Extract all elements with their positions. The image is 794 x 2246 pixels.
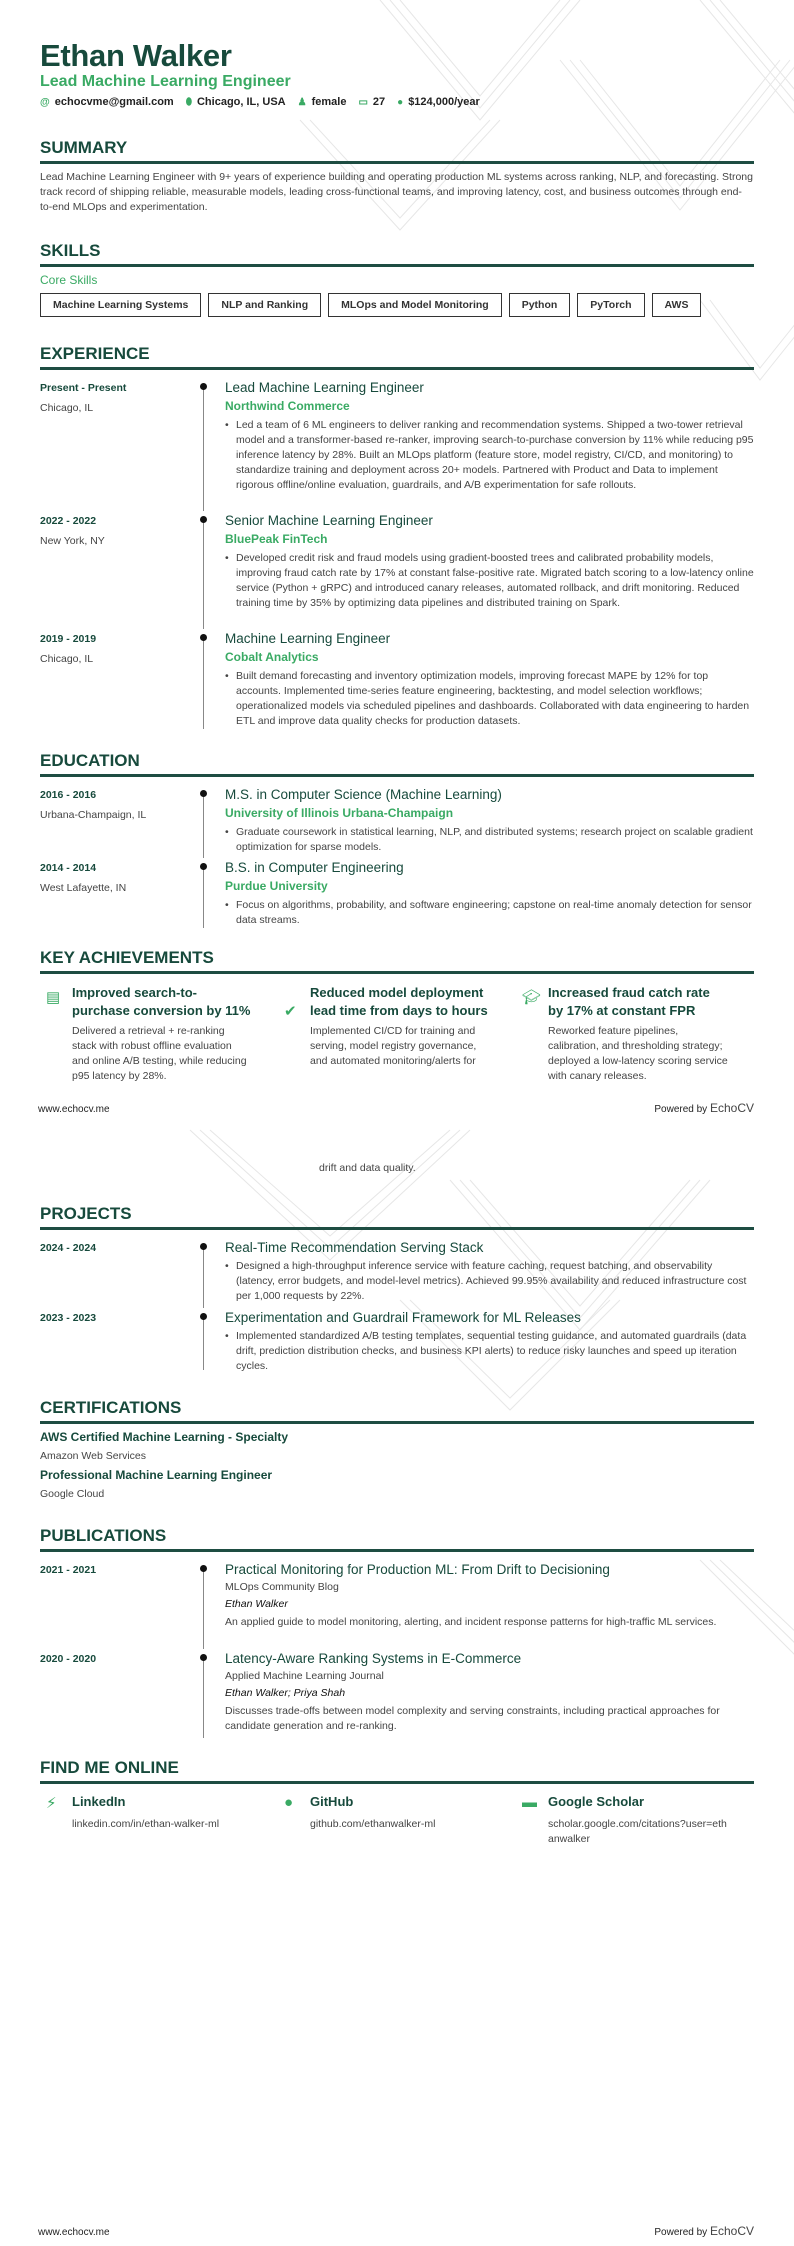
achievement-title: Increased fraud catch rate by 17% at constant FPR bbox=[548, 985, 710, 1018]
achievement-text-continued: drift and data quality. bbox=[319, 1162, 416, 1174]
contact-info bbox=[40, 96, 480, 108]
github-icon: ● bbox=[284, 1794, 294, 1811]
skill-chip: Python bbox=[509, 293, 571, 317]
section-heading: EDUCATION bbox=[40, 751, 754, 777]
online-link-github[interactable]: ● GitHub github.com/ethanwalker-ml bbox=[278, 1794, 516, 1847]
footer-site-link[interactable]: www.echocv.me bbox=[38, 2227, 110, 2238]
entry-bullet: • Developed credit risk and fraud models using gradient-boosted trees and calibrated probability models, improving fraud catch rate by 17% at constant false-positive rate. Migrated batch scoring to a low-latency online service (Python + gRPC) and introduced canary releases, automated rollback, and drift monitoring. Reduced training time by 35% by optimizing data pipelines and distributed training on Spark. bbox=[225, 551, 754, 611]
education-entry bbox=[40, 860, 754, 930]
timeline-dot bbox=[200, 634, 207, 641]
timeline-dot bbox=[200, 1654, 207, 1661]
skill-chip: PyTorch bbox=[577, 293, 644, 317]
entry-bullet: • Focus on algorithms, probability, and software engineering; capstone on real-time anomaly detection for sensor data streams. bbox=[225, 898, 754, 928]
entry-date: 2021 - 2021 bbox=[40, 1564, 97, 1576]
experience-section bbox=[40, 344, 754, 731]
achievement-item bbox=[278, 984, 516, 1084]
entry-company: BluePeak FinTech bbox=[225, 532, 328, 546]
publication-venue: MLOps Community Blog bbox=[225, 1581, 339, 1593]
entry-bullet: • Graduate coursework in statistical learning, NLP, and distributed systems; research project on scalable gradient optimization for sparse models. bbox=[225, 825, 754, 855]
achievements-section bbox=[40, 948, 754, 1084]
section-heading: EXPERIENCE bbox=[40, 344, 754, 370]
entry-school: University of Illinois Urbana-Champaign bbox=[225, 806, 454, 820]
section-heading: PROJECTS bbox=[40, 1204, 754, 1230]
achievement-text: Delivered a retrieval + re-ranking stack with robust offline evaluation and online A/B testing, while reducing p95 latency by 28%. bbox=[72, 1025, 247, 1082]
achievement-item bbox=[40, 984, 278, 1084]
online-link-google-scholar[interactable]: ▬ Google Scholar scholar.google.com/citations?user=ethanwalker bbox=[522, 1794, 727, 1845]
calendar-icon: ▭ bbox=[358, 97, 368, 108]
check-circle-icon: ✔ bbox=[284, 1003, 297, 1020]
timeline-line bbox=[203, 1655, 204, 1738]
publication-authors: Ethan Walker bbox=[225, 1598, 288, 1610]
clipboard-icon: ▤ bbox=[46, 989, 61, 1006]
contact-gender: ♟ female bbox=[297, 96, 347, 108]
location-pin-icon: ⬮ bbox=[185, 97, 192, 108]
battery-icon: ▬ bbox=[522, 1794, 537, 1811]
project-entry bbox=[40, 1310, 754, 1372]
education-entry bbox=[40, 787, 754, 860]
section-heading: CERTIFICATIONS bbox=[40, 1398, 754, 1424]
candidate-name: Ethan Walker bbox=[40, 38, 232, 73]
timeline-line bbox=[203, 1244, 204, 1308]
entry-title: Machine Learning Engineer bbox=[225, 631, 391, 646]
publication-description: Discusses trade-offs between model complexity and serving constraints, including practical approaches for candidate generation and re-ranking. bbox=[225, 1705, 720, 1732]
entry-title: M.S. in Computer Science (Machine Learning) bbox=[225, 787, 502, 802]
publication-authors: Ethan Walker; Priya Shah bbox=[225, 1687, 346, 1699]
footer-powered-by: Powered by EchoCV bbox=[654, 1101, 754, 1115]
online-link-linkedin[interactable]: ⚡︎ LinkedIn linkedin.com/in/ethan-walker-ml bbox=[40, 1794, 278, 1847]
publication-description: An applied guide to model monitoring, alerting, and incident response patterns for high-traffic ML services. bbox=[225, 1616, 717, 1628]
entry-location: New York, NY bbox=[40, 535, 105, 547]
certifications-section bbox=[40, 1398, 754, 1506]
timeline-dot bbox=[200, 863, 207, 870]
project-entry bbox=[40, 1240, 754, 1310]
timeline-line bbox=[203, 1566, 204, 1649]
entry-date: 2020 - 2020 bbox=[40, 1653, 97, 1665]
timeline-line bbox=[203, 517, 204, 629]
certification-issuer: Google Cloud bbox=[40, 1488, 105, 1500]
achievement-text: Reworked feature pipelines, calibration, and thresholding strategy; deployed a low-latency scoring service with canary releases. bbox=[548, 1025, 728, 1082]
echocv-brand: EchoCV bbox=[709, 2224, 754, 2238]
entry-date: 2024 - 2024 bbox=[40, 1242, 97, 1254]
entry-title: Real-Time Recommendation Serving Stack bbox=[225, 1240, 484, 1255]
footer-powered-by: Powered by EchoCV bbox=[654, 2224, 754, 2238]
entry-title: B.S. in Computer Engineering bbox=[225, 860, 404, 875]
entry-title: Experimentation and Guardrail Framework for ML Releases bbox=[225, 1310, 581, 1325]
certification-name: Professional Machine Learning Engineer bbox=[40, 1468, 273, 1482]
bolt-icon: ⚡︎ bbox=[46, 1795, 57, 1812]
timeline-dot bbox=[200, 790, 207, 797]
certification-issuer: Amazon Web Services bbox=[40, 1450, 147, 1462]
contact-location: ⬮ Chicago, IL, USA bbox=[185, 96, 286, 108]
entry-date: 2023 - 2023 bbox=[40, 1312, 97, 1324]
contact-email[interactable]: @ echocvme@gmail.com bbox=[40, 96, 174, 108]
experience-entry bbox=[40, 631, 754, 731]
entry-school: Purdue University bbox=[225, 879, 328, 893]
job-title: Lead Machine Learning Engineer bbox=[40, 73, 291, 90]
summary-section bbox=[40, 138, 754, 215]
timeline-dot bbox=[200, 1565, 207, 1572]
certification-name: AWS Certified Machine Learning - Specialty bbox=[40, 1430, 289, 1444]
education-section bbox=[40, 751, 754, 930]
section-heading: SKILLS bbox=[40, 241, 754, 267]
find-me-online-section bbox=[40, 1758, 754, 1847]
section-heading: SUMMARY bbox=[40, 138, 754, 164]
publication-venue: Applied Machine Learning Journal bbox=[225, 1670, 384, 1682]
entry-location: Chicago, IL bbox=[40, 402, 94, 414]
section-heading: PUBLICATIONS bbox=[40, 1526, 754, 1552]
experience-entry bbox=[40, 513, 754, 631]
skill-group-label: Core Skills bbox=[40, 273, 98, 287]
projects-section bbox=[40, 1204, 754, 1372]
person-icon: ♟ bbox=[297, 97, 307, 108]
achievement-item bbox=[516, 984, 754, 1084]
entry-company: Northwind Commerce bbox=[225, 399, 350, 413]
money-icon: ● bbox=[397, 97, 404, 108]
timeline-line bbox=[203, 791, 204, 858]
experience-entry bbox=[40, 380, 754, 513]
achievement-title: Reduced model deployment lead time from days to hours bbox=[310, 985, 488, 1018]
timeline-dot bbox=[200, 1313, 207, 1320]
entry-date: 2019 - 2019 bbox=[40, 633, 97, 645]
entry-location: Urbana-Champaign, IL bbox=[40, 809, 147, 821]
achievement-text: Implemented CI/CD for training and serving, model registry governance, and automated monitoring/alerts for bbox=[310, 1025, 477, 1067]
contact-salary: ● $124,000/year bbox=[397, 96, 480, 108]
entry-location: West Lafayette, IN bbox=[40, 882, 127, 894]
entry-date: 2016 - 2016 bbox=[40, 789, 97, 801]
timeline-line bbox=[203, 864, 204, 928]
entry-location: Chicago, IL bbox=[40, 653, 94, 665]
footer-site-link[interactable]: www.echocv.me bbox=[38, 1104, 110, 1115]
entry-bullet: • Designed a high-throughput inference service with feature caching, request batching, and observability (latency, error budgets, and model-level metrics). Achieved 99.95% availability and reduced infrastructure cost per 1,000 requests by 22%. bbox=[225, 1259, 754, 1304]
timeline-line bbox=[203, 384, 204, 511]
contact-age: ▭ 27 bbox=[358, 96, 386, 108]
entry-date: 2022 - 2022 bbox=[40, 515, 97, 527]
publications-section bbox=[40, 1526, 754, 1740]
section-heading: FIND ME ONLINE bbox=[40, 1758, 754, 1784]
timeline-line bbox=[203, 635, 204, 729]
skill-chip: AWS bbox=[652, 293, 702, 317]
at-icon: @ bbox=[40, 97, 50, 108]
publication-entry bbox=[40, 1562, 754, 1651]
entry-title: Lead Machine Learning Engineer bbox=[225, 380, 424, 395]
entry-date: Present - Present bbox=[40, 382, 127, 394]
skills-section bbox=[40, 241, 754, 317]
graduation-cap-icon: 🎓︎ bbox=[522, 989, 542, 1006]
skill-chip: NLP and Ranking bbox=[208, 293, 321, 317]
entry-bullet: • Built demand forecasting and inventory optimization models, improving forecast MAPE by 12% for top accounts. Implemented time-series feature engineering, backtesting, and model selection workflows; operationalized models via scheduled pipelines and dashboards. Collaborated with data engineering to harden ETL and improve data quality checks for production datasets. bbox=[225, 669, 754, 729]
entry-bullet: • Led a team of 6 ML engineers to deliver ranking and recommendation systems. Shipped a two-tower retrieval model and a transformer-based re-ranker, improving search-to-purchase conversion by 11% while reducing p95 inference latency by 28%. Built an MLOps platform (feature store, model registry, CI/CD, and monitoring) to standardize training and deployment across 20+ models. Partnered with Product and Data to implement rigorous offline/online evaluation, guardrails, and A/B experimentation for safe rollouts. bbox=[225, 418, 754, 493]
achievement-title: Improved search-to-purchase conversion by 11% bbox=[72, 985, 251, 1018]
section-heading: KEY ACHIEVEMENTS bbox=[40, 948, 754, 974]
timeline-dot bbox=[200, 516, 207, 523]
entry-date: 2014 - 2014 bbox=[40, 862, 97, 874]
timeline-line bbox=[203, 1314, 204, 1370]
summary-text: Lead Machine Learning Engineer with 9+ years of experience building and operating production ML systems across ranking, NLP, and forecasting. Strong track record of shipping reliable, measurable models, leading cross-functional teams, and improving latency, cost, and business outcomes through end-to-end MLOps and experimentation. bbox=[40, 171, 753, 213]
entry-title: Senior Machine Learning Engineer bbox=[225, 513, 433, 528]
publication-title: Practical Monitoring for Production ML: From Drift to Decisioning bbox=[225, 1562, 610, 1577]
timeline-dot bbox=[200, 383, 207, 390]
timeline-dot bbox=[200, 1243, 207, 1250]
skill-chip: MLOps and Model Monitoring bbox=[328, 293, 502, 317]
publication-entry bbox=[40, 1651, 754, 1740]
skill-chip: Machine Learning Systems bbox=[40, 293, 201, 317]
echocv-brand: EchoCV bbox=[709, 1101, 754, 1115]
entry-company: Cobalt Analytics bbox=[225, 650, 319, 664]
publication-title: Latency-Aware Ranking Systems in E-Commerce bbox=[225, 1651, 522, 1666]
entry-bullet: • Implemented standardized A/B testing templates, sequential testing guidance, and automated guardrails (data drift, prediction distribution checks, and business KPI alerts) to reduce risky launches and speed up iteration cycles. bbox=[225, 1329, 754, 1374]
